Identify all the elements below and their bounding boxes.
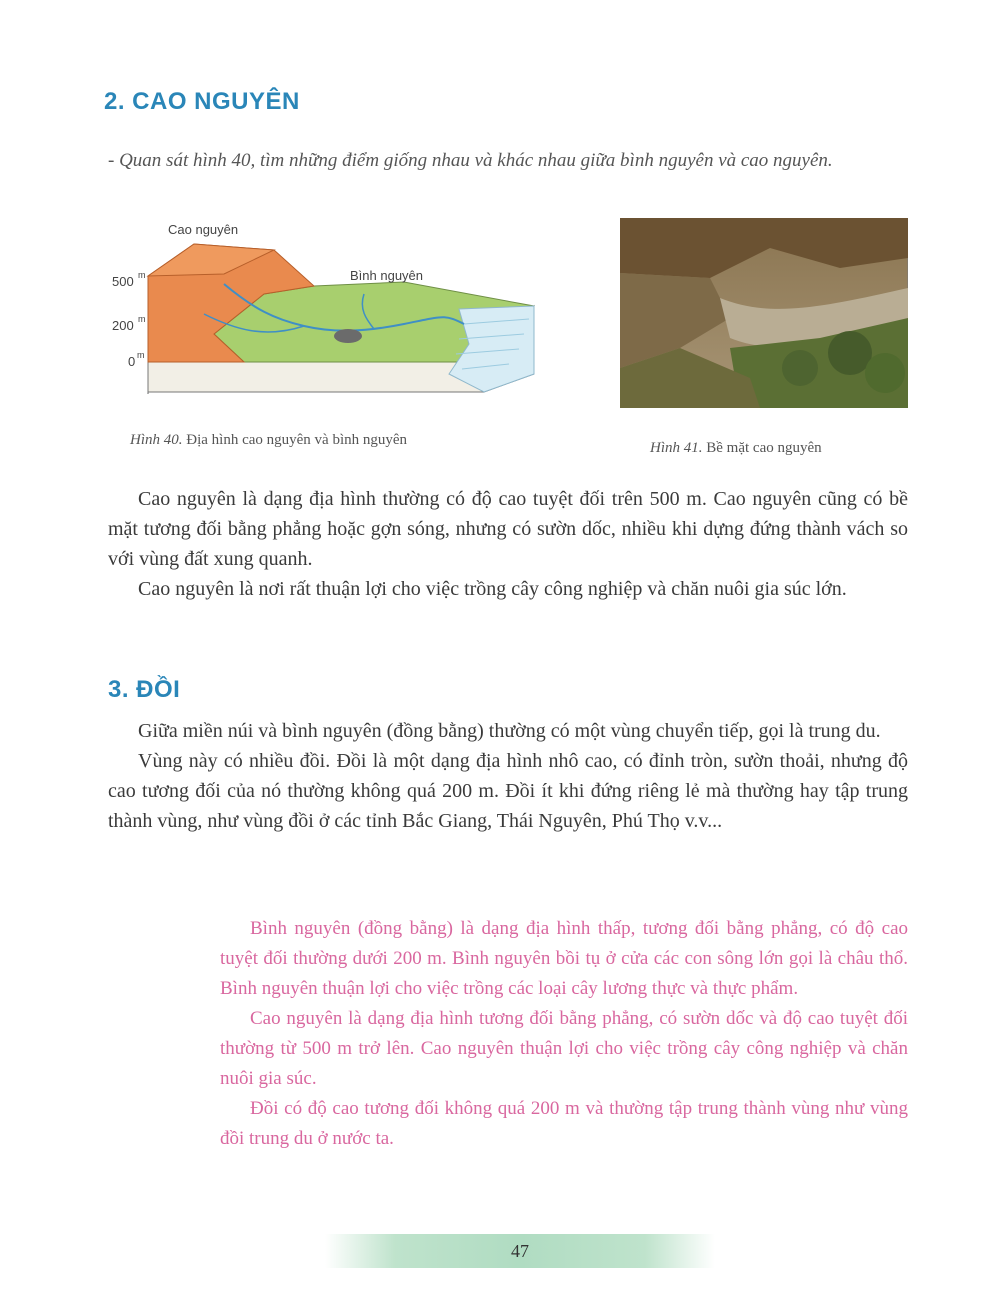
tree-cluster-3 <box>865 353 905 393</box>
tree-cluster-2 <box>828 331 872 375</box>
summary-box <box>220 914 908 1154</box>
block-front-face <box>148 362 484 392</box>
label-0: 0 <box>128 354 136 369</box>
label-500-unit: m <box>138 270 146 280</box>
label-200-unit: m <box>138 314 146 324</box>
figure-40-diagram <box>104 214 544 414</box>
figure-41-photo <box>620 218 908 408</box>
figure-40-caption-text: Địa hình cao nguyên và bình nguyên <box>186 432 408 448</box>
section-2-heading: 2. CAO NGUYÊN <box>104 88 300 115</box>
figure-40-caption <box>130 432 407 449</box>
settlement-icon <box>334 329 362 343</box>
figure-41-caption-num: Hình 41. <box>650 440 703 456</box>
summary-paragraph-2: Cao nguyên là dạng địa hình tương đối bằng phẳng, có sườn dốc và độ cao tuyệt đối thường từ 500 m trở lên. Cao nguyên thuận lợi cho việc trồng cây công nghiệp và chăn nuôi gia súc. <box>220 1008 908 1089</box>
summary-paragraph-3: Đồi có độ cao tương đối không quá 200 m và thường tập trung thành vùng như vùng đồi trung du ở nước ta. <box>220 1098 908 1149</box>
section-3-paragraph-1: Giữa miền núi và bình nguyên (đồng bằng) thường có một vùng chuyển tiếp, gọi là trung du. <box>138 720 881 742</box>
figure-41-caption <box>650 440 822 457</box>
label-plain: Bình nguyên <box>350 268 424 283</box>
section-3-heading: 3. ĐỒI <box>108 676 181 703</box>
section-2-body <box>108 484 908 604</box>
footer-band <box>325 1234 715 1268</box>
figure-41-caption-text: Bề mặt cao nguyên <box>706 440 822 456</box>
figure-40-caption-num: Hình 40. <box>130 432 183 448</box>
section-3-paragraph-2: Vùng này có nhiều đồi. Đồi là một dạng địa hình nhô cao, có đỉnh tròn, sườn thoải, nhưng độ cao tương đối của nó thường không quá 200 m. Đồi ít khi đứng riêng lẻ mà thường hay tập trung thành vùng, như vùng đồi ở các tỉnh Bắc Giang, Thái Nguyên, Phú Thọ v.v... <box>108 750 908 832</box>
section-3-body <box>108 716 908 836</box>
page-number: 47 <box>511 1241 529 1261</box>
label-0-unit: m <box>137 350 145 360</box>
label-plateau: Cao nguyên <box>168 222 239 237</box>
label-500: 500 <box>112 274 134 289</box>
section-2-paragraph-2: Cao nguyên là nơi rất thuận lợi cho việc trồng cây công nghiệp và chăn nuôi gia súc lớn. <box>138 578 847 600</box>
summary-paragraph-1: Bình nguyên (đồng bằng) là dạng địa hình thấp, tương đối bằng phẳng, có độ cao tuyệt đối thường dưới 200 m. Bình nguyên bồi tụ ở cửa các con sông lớn gọi là châu thổ. Bình nguyên thuận lợi cho việc trồng các loại cây lương thực và thực phẩm. <box>220 918 908 999</box>
label-200: 200 <box>112 318 134 333</box>
section-2-paragraph-1: Cao nguyên là dạng địa hình thường có độ cao tuyệt đối trên 500 m. Cao nguyên cũng có bề mặt tương đối bằng phẳng hoặc gợn sóng, nhưng có sườn dốc, nhiều khi dựng đứng thành vách so với vùng đất xung quanh. <box>108 488 908 570</box>
tree-cluster-1 <box>782 350 818 386</box>
observation-question: - Quan sát hình 40, tìm những điểm giống nhau và khác nhau giữa bình nguyên và cao nguyên. <box>108 150 833 171</box>
